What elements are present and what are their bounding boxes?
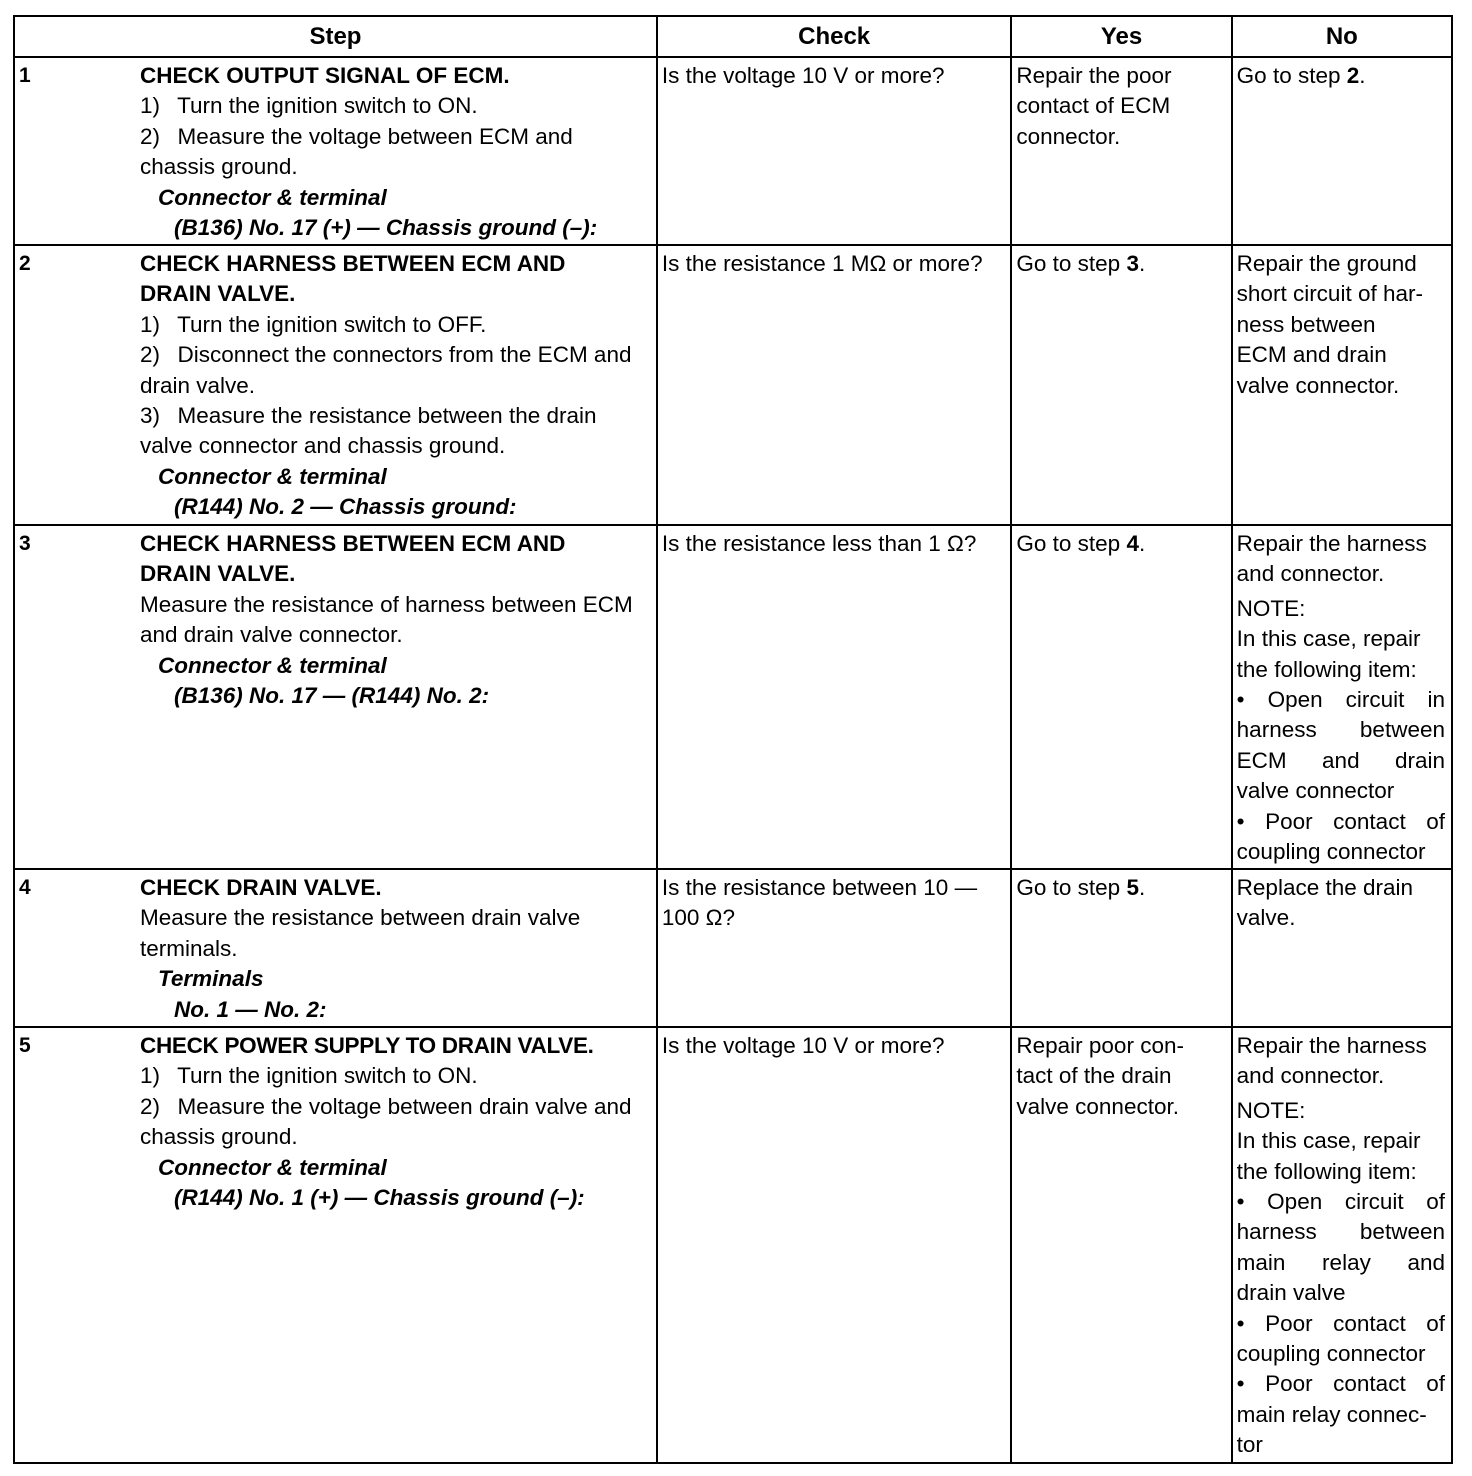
terminal-label: Connector & terminal — [158, 184, 387, 210]
terminal-label: Connector & terminal — [158, 652, 387, 678]
step-instruction: Measure the resistance between drain valve terminals. — [140, 905, 581, 961]
terminal-label: Connector & terminal — [158, 1154, 387, 1180]
no-cell — [1232, 245, 1452, 525]
bullet-item: • Poor contact of — [1236, 1371, 1445, 1397]
step-heading: CHECK HARNESS BETWEEN ECM AND — [140, 251, 566, 276]
step-instruction: 2) Disconnect the connectors from the ECM and drain valve. — [140, 342, 632, 398]
table-row — [14, 869, 1452, 1027]
bullet-item: • Poor contact of — [1236, 808, 1445, 834]
no-action: Replace the drain valve. — [1236, 875, 1414, 931]
step-cell — [14, 57, 657, 245]
check-question: Is the voltage 10 V or more? — [661, 1033, 945, 1058]
no-action: Repair the harness and connector. NOTE: In this case, repair the following item: • Open circuit of harness between main relay and drain valve • Poor contact of coupling connector • Poor contact of main relay connec- tor — [1236, 1033, 1445, 1458]
table-row — [14, 525, 1452, 869]
terminal-label: Terminals — [158, 966, 264, 992]
step-heading: CHECK POWER SUPPLY TO DRAIN VALVE. — [140, 1033, 594, 1058]
header-yes: Yes — [1011, 16, 1231, 57]
step-cell — [14, 869, 657, 1027]
step-instruction: 1) Turn the ignition switch to OFF. — [140, 311, 487, 337]
step-number: 5 — [19, 1034, 31, 1057]
no-action: Go to step 2. — [1236, 63, 1366, 88]
check-question: Is the resistance between 10 — 100 Ω? — [661, 875, 978, 931]
step-cell — [14, 525, 657, 869]
terminal-label: Connector & terminal — [158, 463, 387, 489]
table-row — [14, 245, 1452, 525]
check-cell — [657, 57, 1011, 245]
note-label: NOTE: — [1236, 595, 1306, 621]
step-cell — [14, 245, 657, 525]
header-row — [14, 16, 1452, 57]
step-instruction: 3) Measure the resistance between the drain valve connector and chassis ground. — [140, 403, 597, 459]
yes-cell — [1011, 1027, 1231, 1463]
check-cell — [657, 525, 1011, 869]
diagnostic-table — [13, 15, 1453, 1464]
step-heading: CHECK HARNESS BETWEEN ECM AND — [140, 531, 566, 556]
table-row — [14, 1027, 1452, 1463]
terminal-spec: (B136) No. 17 (+) — Chassis ground (–): — [174, 215, 598, 241]
yes-action: Go to step 3. — [1016, 251, 1146, 276]
table-row — [14, 57, 1452, 245]
yes-action: Go to step 5. — [1016, 875, 1146, 900]
terminal-spec: (R144) No. 2 — Chassis ground: — [174, 494, 517, 520]
step-number: 3 — [19, 532, 31, 555]
bullet-item: • Poor contact of — [1236, 1310, 1445, 1336]
step-number: 2 — [19, 252, 31, 275]
check-question: Is the voltage 10 V or more? — [661, 63, 945, 88]
terminal-spec: (R144) No. 1 (+) — Chassis ground (–): — [174, 1185, 585, 1211]
step-number: 4 — [19, 876, 31, 899]
step-instruction: 2) Measure the voltage between ECM and chassis ground. — [140, 123, 573, 180]
step-heading: CHECK DRAIN VALVE. — [140, 875, 382, 900]
check-cell — [657, 869, 1011, 1027]
bullet-item: • Open circuit of — [1236, 1189, 1445, 1215]
header-check: Check — [657, 16, 1011, 57]
step-number: 1 — [19, 64, 31, 87]
step-instruction: 1) Turn the ignition switch to ON. — [140, 93, 478, 119]
yes-cell — [1011, 525, 1231, 869]
terminal-spec: No. 1 — No. 2: — [174, 996, 327, 1022]
step-cell — [14, 1027, 657, 1463]
no-cell — [1232, 525, 1452, 869]
bullet-item: • Open circuit in — [1236, 687, 1445, 713]
terminal-spec: (B136) No. 17 — (R144) No. 2: — [174, 683, 490, 709]
header-step: Step — [14, 16, 657, 57]
step-instruction: Measure the resistance of harness between ECM and drain valve connector. — [140, 591, 633, 648]
step-instruction: 1) Turn the ignition switch to ON. — [140, 1063, 478, 1089]
step-heading: DRAIN VALVE. — [140, 561, 296, 587]
check-cell — [657, 1027, 1011, 1463]
check-question: Is the resistance 1 MΩ or more? — [661, 251, 983, 276]
note-label: NOTE: — [1236, 1097, 1306, 1123]
yes-cell — [1011, 57, 1231, 245]
yes-action: Go to step 4. — [1016, 531, 1146, 556]
step-heading: CHECK OUTPUT SIGNAL OF ECM. — [140, 63, 510, 88]
yes-action: Repair the poor contact of ECM connector. — [1016, 63, 1172, 149]
step-heading: DRAIN VALVE. — [140, 281, 296, 307]
no-cell — [1232, 57, 1452, 245]
check-question: Is the resistance less than 1 Ω? — [661, 531, 977, 556]
no-action: Repair the ground short circuit of har- ness between ECM and drain valve connector. — [1236, 251, 1423, 398]
check-cell — [657, 245, 1011, 525]
no-action: Repair the harness and connector. NOTE: In this case, repair the following item: • Open circuit in harness between ECM and drain valve connector • Poor contact of coupling connector — [1236, 531, 1445, 865]
no-cell — [1232, 1027, 1452, 1463]
no-cell — [1232, 869, 1452, 1027]
header-no: No — [1232, 16, 1452, 57]
yes-cell — [1011, 869, 1231, 1027]
yes-cell — [1011, 245, 1231, 525]
yes-action: Repair poor con- tact of the drain valve connector. — [1016, 1033, 1184, 1119]
step-instruction: 2) Measure the voltage between drain valve and chassis ground. — [140, 1093, 632, 1150]
